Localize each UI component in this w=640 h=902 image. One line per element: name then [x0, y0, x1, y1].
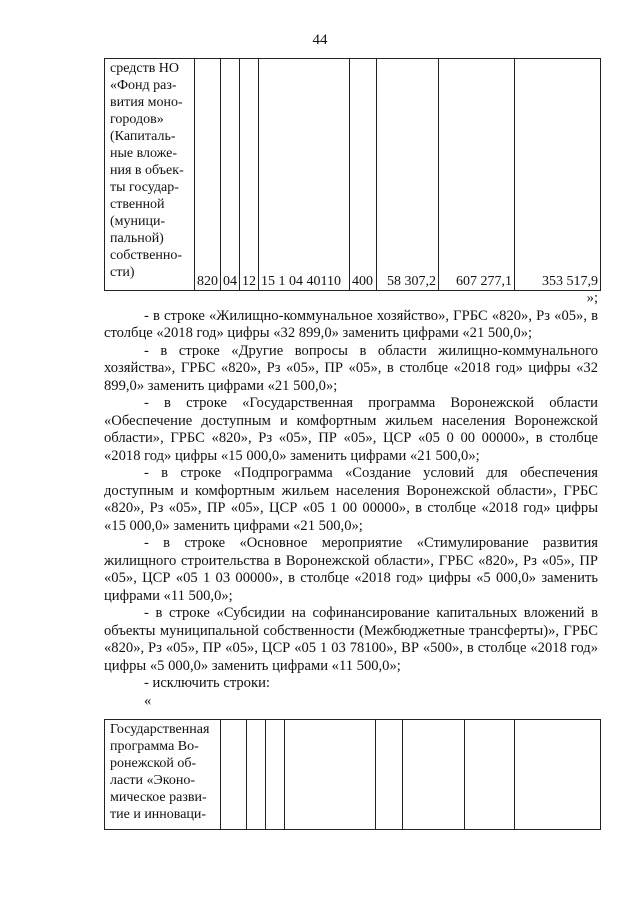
quote-mark: »; [586, 290, 598, 306]
amendment-paragraph: - в строке «Основное мероприятие «Стимулирование развития жилищного строительства в Воронежской области», ГРБС «820», Рз «05», ПР «05», ЦСР «05 1 03 00000», в столбце «2018 год» цифры «5 000,0» заменить цифрами «11 500,0»; [104, 535, 598, 604]
quote-mark: « [144, 692, 152, 709]
row-name-line: (муници- [110, 214, 166, 229]
amendment-paragraph: - в строке «Жилищно-коммунальное хозяйство», ГРБС «820», Рз «05», в столбце «2018 год» цифры «32 899,0» заменить цифрами «21 500,0»; [104, 307, 598, 341]
csr-cell: 15 1 04 40110 [259, 59, 350, 291]
row-name-cell [105, 59, 195, 291]
grbs-cell: 820 [195, 59, 221, 291]
empty-cell [247, 720, 266, 830]
budget-table-top [104, 58, 601, 291]
empty-cell [465, 720, 515, 830]
row-name-line: ные вложе- [110, 146, 178, 161]
empty-cell [221, 720, 247, 830]
amendment-text [104, 290, 598, 710]
row-name-cell [105, 720, 221, 830]
rz-cell: 04 [221, 59, 240, 291]
row-name-line: ния в объек- [110, 163, 184, 178]
row-name-line: ственной [110, 197, 165, 212]
budget-table-bottom [104, 719, 601, 830]
row-name-line: сти) [110, 265, 135, 280]
row-name-line: городов» [110, 112, 164, 127]
row-name-line: пальной) [110, 231, 164, 246]
row-name-line: Государственная [110, 722, 210, 737]
row-name-line: ронежской об- [110, 756, 197, 771]
amendment-paragraph: - в строке «Другие вопросы в области жилищно-коммунального хозяйства», ГРБС «820», Рз «05», ПР «05», в столбце «2018 год» цифры «32 899,0» заменить цифрами «21 500,0»; [104, 342, 598, 394]
row-name-line: ты государ- [110, 180, 179, 195]
row-name-line: тие и инноваци- [110, 807, 207, 822]
row-name-line: мическое разви- [110, 790, 207, 805]
sum-2020-cell: 353 517,9 [515, 59, 601, 291]
amendment-paragraph: - в строке «Государственная программа Воронежской области «Обеспечение доступным и комфортным жильем населения Воронежской области», ГРБС «820», Рз «05», ПР «05», ЦСР «05 0 00 00000», в столбце «2018 год» цифры «15 000,0» заменить цифрами «21 500,0»; [104, 395, 598, 464]
empty-cell [515, 720, 601, 830]
amendment-paragraph: - в строке «Подпрограмма «Создание условий для обеспечения доступным и комфортным жильем населения Воронежской области», ГРБС «820», Рз «05», ПР «05», ЦСР «05 1 00 00000», в столбце «2018 год» цифры «15 000,0» заменить цифрами «21 500,0»; [104, 465, 598, 534]
empty-cell [285, 720, 376, 830]
empty-cell [266, 720, 285, 830]
pr-cell: 12 [240, 59, 259, 291]
page-number: 44 [312, 32, 328, 48]
row-name-line: «Фонд раз- [110, 78, 177, 93]
amendment-paragraph: - в строке «Субсидии на софинансирование капитальных вложений в объекты муниципальной собственности (Межбюджетные трансферты)», ГРБС «820», Рз «05», ПР «05», ЦСР «05 1 03 78100», ВР «500», в столбце «2018 год» цифры «5 000,0» заменить цифрами «11 500,0»; [104, 605, 598, 674]
table-row [105, 720, 601, 830]
amendment-paragraph: - исключить строки: [144, 675, 270, 691]
row-name-text [110, 721, 217, 823]
row-name-line: собственно- [110, 248, 183, 263]
table-row [105, 59, 601, 291]
row-name-line: (Капиталь- [110, 129, 176, 144]
row-name-line: программа Во- [110, 739, 199, 754]
sum-2019-cell: 607 277,1 [439, 59, 515, 291]
vr-cell: 400 [350, 59, 377, 291]
empty-cell [376, 720, 403, 830]
sum-2018-cell: 58 307,2 [377, 59, 439, 291]
row-name-line: средств НО [110, 61, 180, 76]
row-name-line: вития моно- [110, 95, 183, 110]
row-name-line: ласти «Эконо- [110, 773, 196, 788]
empty-cell [403, 720, 465, 830]
row-name-text [110, 60, 191, 281]
